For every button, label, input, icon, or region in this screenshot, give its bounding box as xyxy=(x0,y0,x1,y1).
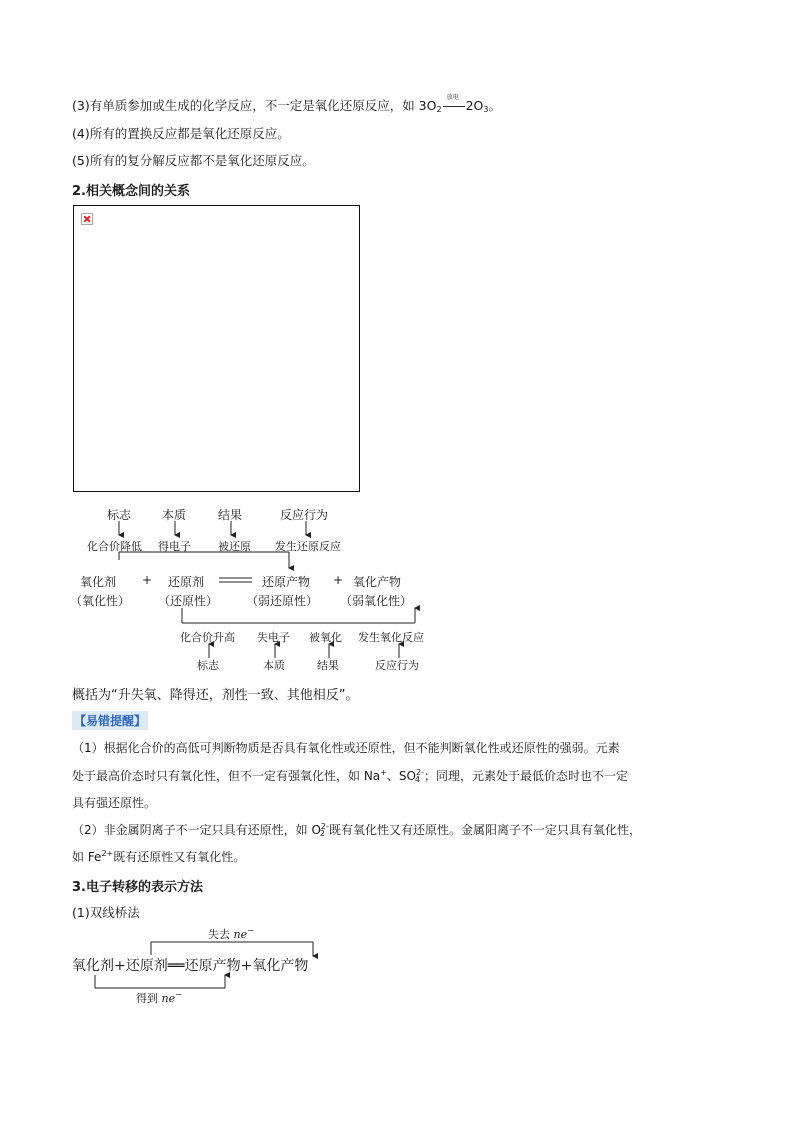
summary-text: 概括为“升失氧、降得还，剂性一致、其他相反”。 xyxy=(72,688,359,703)
bridge-top-label-a: 失去 xyxy=(208,928,234,941)
bottom-value-1: 化合价升高 xyxy=(180,631,235,644)
bridge-bottom-label-a: 得到 xyxy=(136,992,162,1005)
tip-p2-a2: 既有氧化性又有还原性。金属阳离子不一定只具有氧化性， xyxy=(328,823,641,837)
tip-p2-sub: 2 xyxy=(319,829,325,838)
bottom-label-1: 标志 xyxy=(197,659,219,672)
eq-reduction-product: 还原产物 xyxy=(262,575,311,589)
bridge-top-label xyxy=(208,926,254,942)
tip-para-1-line-3: 具有强还原性。 xyxy=(72,796,157,810)
bottom-value-2: 失电子 xyxy=(257,631,290,644)
section-3-title: 3.电子转移的表示方法 xyxy=(72,880,203,895)
condition-arrow-line xyxy=(443,106,465,107)
discharge-label: 放电 xyxy=(446,94,459,101)
statement-5: (5)所有的复分解反应都不是氧化还原反应。 xyxy=(72,153,315,168)
statement-3-text: (3)有单质参加或生成的化学反应，不一定是氧化还原反应，如 3O xyxy=(72,98,437,113)
discharge-condition xyxy=(442,94,466,113)
top-label-4: 反应行为 xyxy=(280,508,329,522)
tip-p1-b-mid: 、SO xyxy=(386,769,416,783)
tip-p1-b-end: ；同理，元素处于最低价态时也不一定 xyxy=(424,769,629,783)
top-value-3: 被还原 xyxy=(218,540,251,553)
tip-p1-b-sup2: 2- xyxy=(415,768,424,777)
broken-image-icon xyxy=(81,213,93,225)
bridge-equation: 氧化剂+还原剂══还原产物+氧化产物 xyxy=(72,958,309,974)
statement-3-product: 2O xyxy=(465,98,484,113)
prop-reductant: （还原性） xyxy=(158,594,219,608)
statement-3 xyxy=(72,96,501,114)
top-label-2: 本质 xyxy=(162,508,187,522)
tip-para-2-line-2 xyxy=(72,848,245,865)
section-3-sub-1: (1)双线桥法 xyxy=(72,905,140,920)
statement-3-sub2: 3 xyxy=(483,105,489,114)
tip-para-1-line-1: （1）根据化合价的高低可判断物质是否具有氧化性或还原性，但不能判断氧化性或还原性的强弱。元素 xyxy=(72,741,620,755)
bridge-top-label-c: − xyxy=(247,926,254,935)
image-placeholder xyxy=(73,205,360,492)
statement-4: (4)所有的置换反应都是氧化还原反应。 xyxy=(72,126,290,141)
eq-plus-2: + xyxy=(333,573,344,587)
section-2-title: 2.相关概念间的关系 xyxy=(72,184,190,199)
tip-p1-b-sub: 4 xyxy=(414,775,421,784)
prop-oxidant: （氧化性） xyxy=(70,594,131,608)
bottom-value-3: 被氧化 xyxy=(309,631,342,644)
eq-plus-1: + xyxy=(142,573,153,587)
eq-reductant: 还原剂 xyxy=(168,575,205,589)
tip-label: 【易错提醒】 xyxy=(72,711,148,730)
bottom-value-4: 发生氧化反应 xyxy=(358,631,424,644)
prop-oxidation-product: （弱氧化性） xyxy=(340,594,413,608)
tip-p1-b-text: 处于最高价态时只有氧化性，但不一定有强氧化性，如 Na xyxy=(72,769,381,783)
top-value-1: 化合价降低 xyxy=(87,540,142,553)
tip-p2-sup: 2- xyxy=(320,822,329,831)
tip-p2-b2: 既有还原性又有氧化性。 xyxy=(113,850,246,864)
prop-reduction-product: （弱还原性） xyxy=(246,594,319,608)
top-label-1: 标志 xyxy=(107,508,132,522)
bottom-label-3: 结果 xyxy=(317,659,339,672)
tip-p2-a1: （2）非金属阴离子不一定只具有还原性，如 O xyxy=(72,823,321,837)
top-value-4: 发生还原反应 xyxy=(275,540,341,553)
eq-oxidation-product: 氧化产物 xyxy=(353,575,402,589)
tip-para-1-line-2 xyxy=(72,767,628,784)
eq-oxidant: 氧化剂 xyxy=(80,575,117,589)
bridge-bottom-label xyxy=(136,990,182,1006)
bottom-label-2: 本质 xyxy=(263,659,285,672)
statement-3-sub1: 2 xyxy=(436,105,442,114)
bottom-label-4: 反应行为 xyxy=(375,659,419,672)
tip-p1-b-sup: + xyxy=(380,768,387,777)
top-label-3: 结果 xyxy=(218,508,243,522)
bridge-top-label-b: ne xyxy=(233,928,248,941)
tip-p2-b-sup: 2+ xyxy=(101,849,114,858)
tip-p2-b1: 如 Fe xyxy=(72,850,102,864)
tip-para-2-line-1 xyxy=(72,821,641,838)
bridge-bottom-label-c: − xyxy=(175,990,182,999)
top-value-2: 得电子 xyxy=(158,540,191,553)
bridge-bottom-label-b: ne xyxy=(161,992,176,1005)
concept-diagram xyxy=(60,500,460,680)
statement-3-end: 。 xyxy=(488,98,501,113)
